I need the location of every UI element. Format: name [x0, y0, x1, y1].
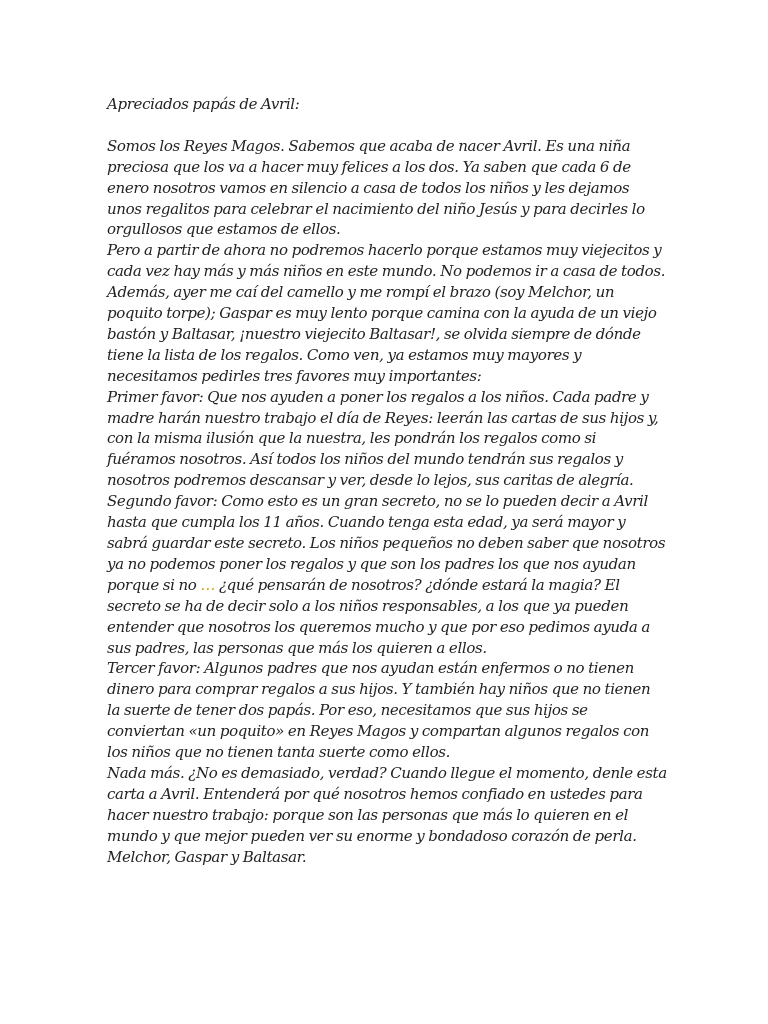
second-favor-continued: ¿qué pensarán de nosotros? ¿dónde estará la magia? El secreto se ha de decir solo a los niños responsables, a los que ya pueden entender que nosotros los queremos mucho y que por eso pedimos ayuda a sus padres, las personas que más los quieren a ellos. — [107, 575, 651, 657]
letter-signature: Melchor, Gaspar y Baltasar. — [107, 847, 307, 866]
paragraph-closing: Nada más. ¿No es demasiado, verdad? Cuando llegue el momento, denle esta carta a Avril. Entenderá por qué nosotros hemos confiado en ustedes para hacer nuestro trabajo: porque son las personas que más lo quieren en el mundo y que mejor pueden ver su enorme y bondadoso corazón de perla. — [107, 763, 667, 845]
letter-salutation: Apreciados papás de Avril: — [107, 95, 300, 113]
paragraph-intro: Somos los Reyes Magos. Sabemos que acaba de nacer Avril. Es una niña preciosa que los va a hacer muy felices a los dos. Ya saben que cada 6 de enero nosotros vamos en silencio a casa de todos los niños y les dejamos unos regalitos para celebrar el nacimiento del niño Jesús y para decirles lo orgullosos que estamos de ellos. — [107, 136, 645, 239]
letter-body — [107, 94, 667, 868]
second-favor-text: Segundo favor: Como esto es un gran secreto, no se lo pueden decir a Avril hasta que cumpla los 11 años. Cuando tenga esta edad, ya será mayor y sabrá guardar este secreto. Los niños pequeños no deben saber que nosotros ya no podemos poner los regalos y que son los padres los que nos ayudan porque si no — [107, 492, 666, 594]
paragraph-explanation: Pero a partir de ahora no podremos hacerlo porque estamos muy viejecitos y cada vez hay más y más niños en este mundo. No podemos ir a casa de todos. Además, ayer me caí del camello y me rompí el brazo (soy Melchor, un poquito torpe); Gaspar es muy lento porque camina con la ayuda de un viejo bastón y Baltasar, ¡nuestro viejecito Baltasar!, se olvida siempre de dónde tiene la lista de los regalos. Como ven, ya estamos muy mayores y necesitamos pedirles tres favores muy importantes: — [107, 241, 666, 385]
ellipsis-mark: … — [200, 575, 216, 594]
paragraph-first-favor: Primer favor: Que nos ayuden a poner los regalos a los niños. Cada padre y madre harán nuestro trabajo el día de Reyes: leerán las cartas de sus hijos y, con la misma ilusión que la nuestra, les pondrán los regalos como si fuéramos nosotros. Así todos los niños del mundo tendrán sus regalos y nosotros podremos descansar y ver, desde lo lejos, sus caritas de alegría. — [107, 387, 659, 490]
paragraph-second-favor — [107, 491, 667, 658]
paragraph-third-favor: Tercer favor: Algunos padres que nos ayudan están enfermos o no tienen dinero para comprar regalos a sus hijos. Y también hay niños que no tienen la suerte de tener dos papás. Por eso, necesitamos que sus hijos se conviertan «un poquito» en Reyes Magos y compartan algunos regalos con los niños que no tienen tanta suerte como ellos. — [107, 659, 651, 762]
